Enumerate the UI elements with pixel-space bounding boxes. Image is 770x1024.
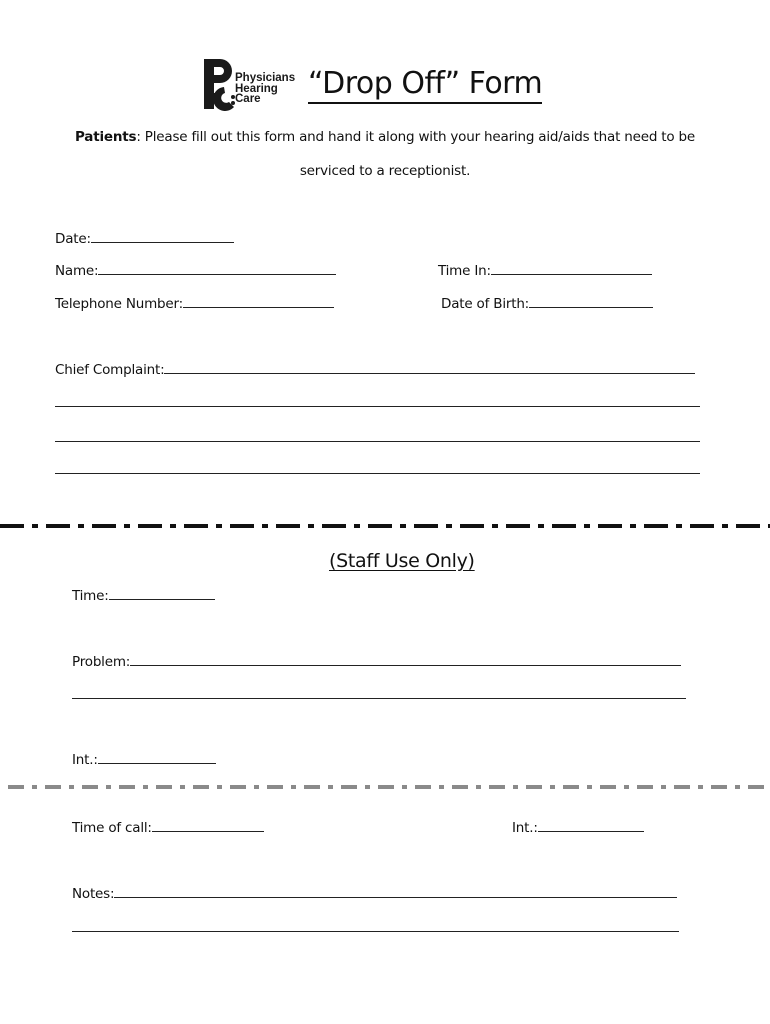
cut-line-divider-bottom [0,783,770,791]
time-of-call-field[interactable] [72,818,264,836]
telephone-blank[interactable] [183,294,334,308]
time-in-blank[interactable] [491,261,652,275]
chief-complaint-label: Chief Complaint: [55,362,165,378]
followup-int-label: Int.: [512,820,538,836]
telephone-label: Telephone Number: [55,296,183,312]
dob-label: Date of Birth: [441,296,530,312]
staff-time-label: Time: [72,588,109,604]
dob-blank[interactable] [529,294,653,308]
chief-complaint-blank[interactable] [164,360,695,374]
name-blank[interactable] [98,261,336,275]
date-blank[interactable] [91,229,234,243]
name-field[interactable] [55,261,336,279]
dob-field[interactable] [441,294,653,312]
problem-blank[interactable] [130,652,681,666]
intro-line-2: serviced to a receptionist. [299,163,471,179]
date-field[interactable] [55,229,234,247]
logo-line-care: Care [235,93,261,105]
form-title: “Drop Off” Form [308,66,542,104]
staff-int-blank[interactable] [98,750,216,764]
staff-time-blank[interactable] [109,586,215,600]
problem-field[interactable] [72,652,681,670]
logo-text [235,73,295,105]
intro-bold-label: Patients [74,129,137,145]
time-in-field[interactable] [438,261,652,279]
chief-complaint-field[interactable] [55,360,695,378]
logo-line-hearing: Hearing [235,82,278,95]
time-in-label: Time In: [438,263,491,279]
staff-int-field[interactable] [72,750,216,768]
notes-field[interactable] [72,884,677,902]
staff-use-heading: (Staff Use Only) [329,550,475,572]
cut-line-divider-top [0,522,770,530]
notes-blank[interactable] [114,884,677,898]
staff-time-field[interactable] [72,586,215,604]
problem-line-2[interactable] [72,698,686,699]
intro-text: : Please fill out this form and hand it along with your hearing aid/aids that need to be [136,129,696,145]
problem-label: Problem: [72,654,131,670]
time-of-call-label: Time of call: [72,820,152,836]
telephone-field[interactable] [55,294,334,312]
name-label: Name: [55,263,99,279]
intro-line-1 [0,129,770,145]
complaint-line-2[interactable] [55,406,700,407]
time-of-call-blank[interactable] [152,818,264,832]
complaint-line-3[interactable] [55,441,700,442]
date-label: Date: [55,231,91,247]
notes-label: Notes: [72,886,115,902]
complaint-line-4[interactable] [55,473,700,474]
followup-int-field[interactable] [512,818,644,836]
followup-int-blank[interactable] [538,818,644,832]
logo-line-physicians: Physicians [235,72,296,84]
notes-line-2[interactable] [72,931,679,932]
staff-int-label: Int.: [72,752,98,768]
